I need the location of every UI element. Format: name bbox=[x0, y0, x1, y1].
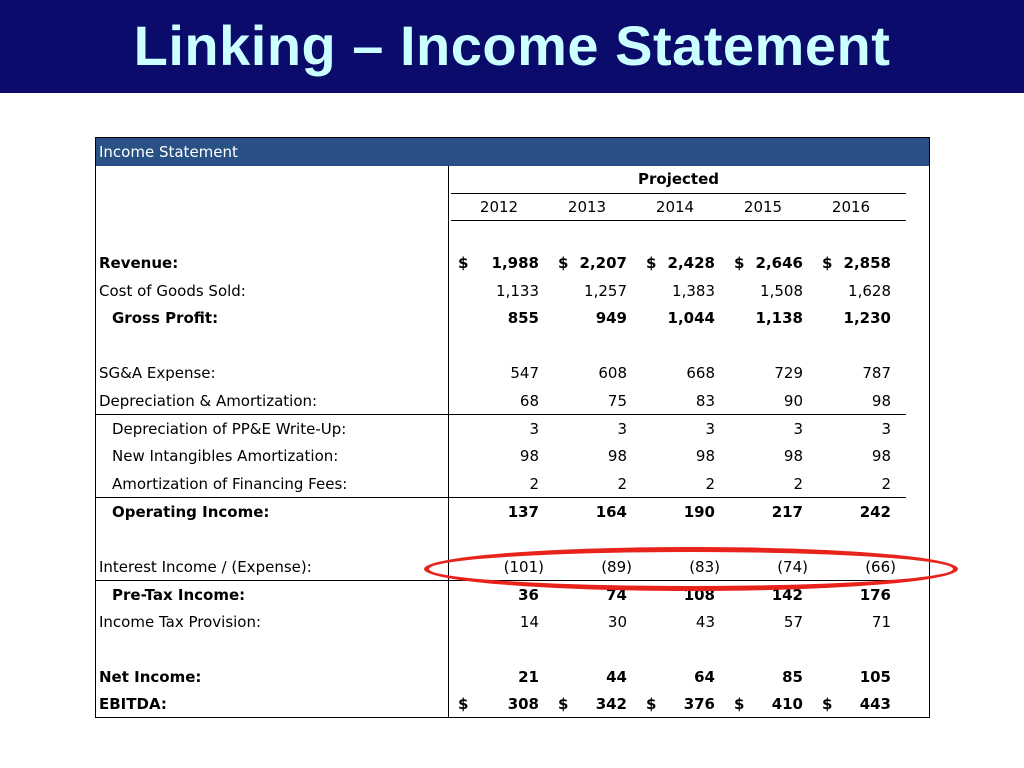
cell-value: 74 bbox=[606, 586, 627, 604]
cell-value: 2,858 bbox=[843, 254, 891, 272]
currency-symbol: $ bbox=[458, 254, 469, 272]
cell-value: 242 bbox=[859, 503, 891, 521]
cell-value: 1,230 bbox=[843, 309, 891, 327]
currency-symbol: $ bbox=[822, 254, 833, 272]
currency-symbol: $ bbox=[646, 254, 657, 272]
cell-value: 142 bbox=[771, 586, 803, 604]
table-row bbox=[96, 360, 929, 387]
cell-value: 64 bbox=[694, 668, 715, 686]
cell-value: 2,646 bbox=[755, 254, 803, 272]
cell-value: 1,383 bbox=[672, 282, 715, 300]
cell-value: 68 bbox=[519, 392, 539, 410]
table-row bbox=[96, 250, 929, 277]
cell-value: 85 bbox=[782, 668, 803, 686]
row-label: New Intangibles Amortization: bbox=[112, 447, 339, 465]
cell-value: 949 bbox=[595, 309, 627, 327]
cell-value: 98 bbox=[695, 447, 715, 465]
cell-value: 57 bbox=[783, 613, 803, 631]
currency-symbol: $ bbox=[558, 254, 569, 272]
cell-value: 376 bbox=[683, 695, 715, 713]
income-statement-table bbox=[95, 137, 930, 718]
cell-value: 98 bbox=[871, 392, 891, 410]
cell-value: (74) bbox=[777, 558, 808, 576]
cell-value: 3 bbox=[881, 420, 891, 438]
interest-highlight-ellipse bbox=[424, 547, 958, 591]
table-row bbox=[96, 691, 929, 718]
cell-value: 3 bbox=[617, 420, 627, 438]
row-label: Depreciation & Amortization: bbox=[99, 392, 318, 410]
table-row bbox=[96, 471, 929, 498]
year-header: 2014 bbox=[655, 198, 695, 216]
currency-symbol: $ bbox=[558, 695, 569, 713]
cell-value: 14 bbox=[519, 613, 539, 631]
cell-value: (66) bbox=[865, 558, 896, 576]
section-divider bbox=[96, 414, 906, 415]
cell-value: 71 bbox=[871, 613, 891, 631]
cell-value: 98 bbox=[871, 447, 891, 465]
years-underline bbox=[451, 220, 906, 221]
currency-symbol: $ bbox=[458, 695, 469, 713]
row-label: Amortization of Financing Fees: bbox=[112, 475, 348, 493]
table-row bbox=[96, 664, 929, 691]
cell-value: 1,138 bbox=[755, 309, 803, 327]
cell-value: 547 bbox=[510, 364, 539, 382]
cell-value: 30 bbox=[607, 613, 627, 631]
year-header: 2013 bbox=[567, 198, 607, 216]
cell-value: 2 bbox=[617, 475, 627, 493]
cell-value: 729 bbox=[774, 364, 803, 382]
cell-value: 342 bbox=[595, 695, 627, 713]
cell-value: 75 bbox=[607, 392, 627, 410]
table-row bbox=[96, 499, 929, 526]
cell-value: 105 bbox=[859, 668, 891, 686]
cell-value: 1,133 bbox=[496, 282, 539, 300]
currency-symbol: $ bbox=[646, 695, 657, 713]
cell-value: 2,428 bbox=[667, 254, 715, 272]
currency-symbol: $ bbox=[734, 254, 745, 272]
cell-value: 176 bbox=[859, 586, 891, 604]
title-bar bbox=[0, 0, 1024, 93]
table-row bbox=[96, 278, 929, 305]
cell-value: (89) bbox=[601, 558, 632, 576]
table-row bbox=[96, 388, 929, 415]
currency-symbol: $ bbox=[822, 695, 833, 713]
row-label: Interest Income / (Expense): bbox=[99, 558, 312, 576]
table-header: Income Statement bbox=[96, 138, 929, 166]
cell-value: 83 bbox=[695, 392, 715, 410]
cell-value: 2 bbox=[705, 475, 715, 493]
cell-value: 190 bbox=[683, 503, 715, 521]
row-label: Pre-Tax Income: bbox=[112, 586, 246, 604]
cell-value: 2 bbox=[793, 475, 803, 493]
cell-value: 2 bbox=[881, 475, 891, 493]
cell-value: 308 bbox=[507, 695, 539, 713]
row-label: EBITDA: bbox=[99, 695, 167, 713]
cell-value: (83) bbox=[689, 558, 720, 576]
row-label: Income Tax Provision: bbox=[99, 613, 262, 631]
cell-value: 108 bbox=[683, 586, 715, 604]
cell-value: 443 bbox=[859, 695, 891, 713]
cell-value: 3 bbox=[793, 420, 803, 438]
cell-value: 43 bbox=[695, 613, 715, 631]
row-label: Revenue: bbox=[99, 254, 179, 272]
cell-value: 855 bbox=[507, 309, 539, 327]
row-label: Cost of Goods Sold: bbox=[99, 282, 246, 300]
cell-value: (101) bbox=[503, 558, 544, 576]
projected-label: Projected bbox=[638, 170, 719, 188]
year-header: 2012 bbox=[479, 198, 519, 216]
row-label: Operating Income: bbox=[112, 503, 270, 521]
table-row bbox=[96, 443, 929, 470]
cell-value: 98 bbox=[607, 447, 627, 465]
cell-value: 3 bbox=[529, 420, 539, 438]
cell-value: 164 bbox=[595, 503, 627, 521]
year-header: 2015 bbox=[743, 198, 783, 216]
cell-value: 1,044 bbox=[667, 309, 715, 327]
cell-value: 1,257 bbox=[584, 282, 627, 300]
cell-value: 410 bbox=[771, 695, 803, 713]
table-row bbox=[96, 416, 929, 443]
cell-value: 98 bbox=[783, 447, 803, 465]
table-row bbox=[96, 609, 929, 636]
cell-value: 36 bbox=[518, 586, 539, 604]
row-label: Net Income: bbox=[99, 668, 202, 686]
cell-value: 787 bbox=[862, 364, 891, 382]
cell-value: 98 bbox=[519, 447, 539, 465]
cell-value: 90 bbox=[783, 392, 803, 410]
cell-value: 1,508 bbox=[760, 282, 803, 300]
cell-value: 137 bbox=[507, 503, 539, 521]
cell-value: 608 bbox=[598, 364, 627, 382]
row-label: Depreciation of PP&E Write-Up: bbox=[112, 420, 347, 438]
cell-value: 1,628 bbox=[848, 282, 891, 300]
year-header: 2016 bbox=[831, 198, 871, 216]
currency-symbol: $ bbox=[734, 695, 745, 713]
row-label: SG&A Expense: bbox=[99, 364, 216, 382]
table-row bbox=[96, 305, 929, 332]
cell-value: 217 bbox=[771, 503, 803, 521]
cell-value: 668 bbox=[686, 364, 715, 382]
cell-value: 2,207 bbox=[579, 254, 627, 272]
slide-title: Linking – Income Statement bbox=[133, 14, 891, 77]
cell-value: 44 bbox=[606, 668, 627, 686]
row-label: Gross Profit: bbox=[112, 309, 219, 327]
cell-value: 1,988 bbox=[491, 254, 539, 272]
section-divider bbox=[96, 497, 906, 498]
cell-value: 3 bbox=[705, 420, 715, 438]
cell-value: 2 bbox=[529, 475, 539, 493]
cell-value: 21 bbox=[518, 668, 539, 686]
